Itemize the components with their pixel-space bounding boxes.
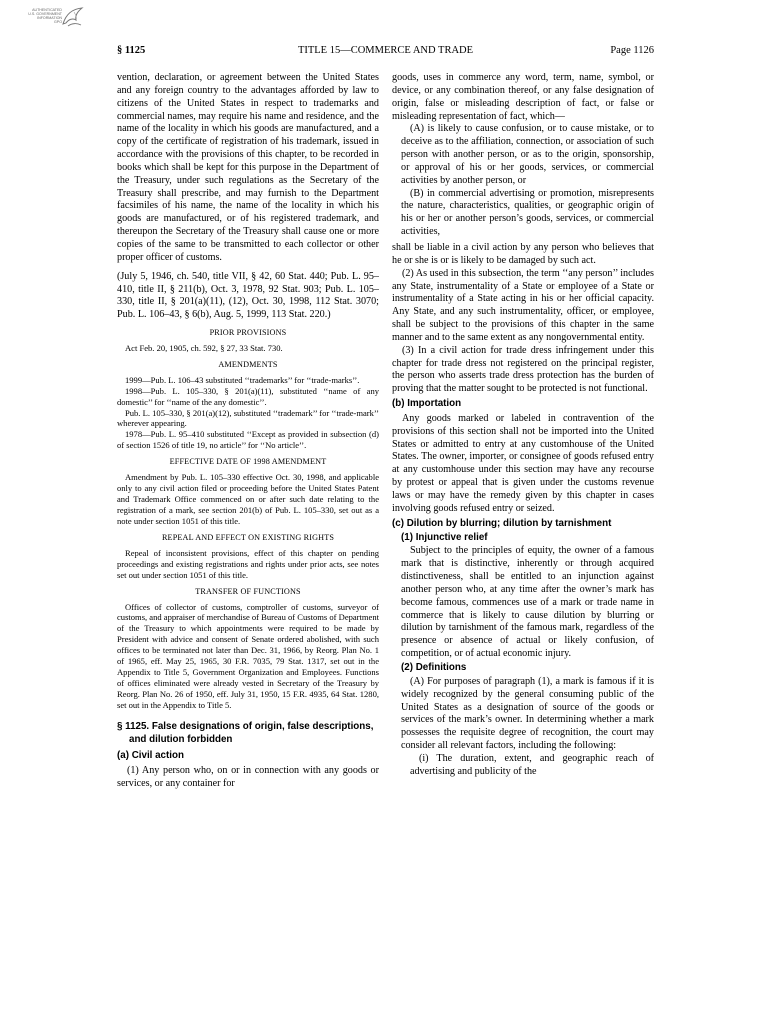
note-text: 1998—Pub. L. 105–330, § 201(a)(11), substituted ‘‘name of any domestic’’ for ‘‘name of the any domestic’’. — [117, 385, 379, 407]
note-heading-effective-date: EFFECTIVE DATE OF 1998 AMENDMENT — [169, 457, 327, 467]
note-text: 1999—Pub. L. 106–43 substituted ‘‘trademarks’’ for ‘‘trade-marks’’. — [125, 374, 360, 385]
note-heading-transfer: TRANSFER OF FUNCTIONS — [195, 586, 301, 596]
note-text: Repeal of inconsistent provisions, effect of this chapter on pending proceedings and existing registrations and rights under prior acts, see notes set out under section 1051 of this title. — [117, 547, 379, 580]
header-title: TITLE 15—COMMERCE AND TRADE — [297, 45, 474, 56]
paragraph: (B) in commercial advertising or promotion, misrepresents the nature, characteristics, qualities, or geographic origin of his or her or another person’s goods, services, or commercial activities, — [401, 187, 654, 238]
paragraph: goods, uses in commerce any word, term, name, symbol, or device, or any combination thereof, or any false designation of origin, false or misleading description of fact, or false or misleading representation of fact, which— — [392, 72, 654, 122]
note-heading-prior-provisions: PRIOR PROVISIONS — [209, 328, 287, 338]
subsection-heading: (c) Dilution by blurring; dilution by tarnishment — [392, 517, 612, 529]
paragraph-heading: (2) Definitions — [401, 661, 467, 673]
seal-line: AUTHENTICATED — [32, 8, 62, 12]
paragraph: Any goods marked or labeled in contravention of the provisions of this section shall not be imported into the United States or admitted to entry at any customhouse of the United States. The owner, importer, or consignee of goods refused entry at any customhouse under this section may have any recourse by protest or appeal that is given under the customs revenue laws or may have the remedy given by this chapter in cases involving goods refused entry or seized. — [392, 412, 654, 514]
paragraph: (2) As used in this subsection, the term ‘‘any person’’ includes any State, instrumentality of a State or employee of a State or instrumentality of a State acting in his or her official capacity. Any State, and any such instrumentality, officer, or employee, shall be subject to the provisions of this chapter in the same manner and to the same extent as any nongovernmental entity. — [392, 267, 654, 343]
note-text: 1978—Pub. L. 95–410 substituted ‘‘Except as provided in subsection (d) of section 1526 of title 19, no article’’ for ‘‘No article’’. — [117, 429, 379, 451]
paragraph-heading: (1) Injunctive relief — [401, 531, 488, 543]
paragraph: (3) In a civil action for trade dress infringement under this chapter for trade dress not registered on the principal register, the person who asserts trade dress protection has the burden of proving that the matter sought to be protected is not functional. — [392, 344, 654, 395]
subsection-heading: (a) Civil action — [117, 750, 184, 762]
paragraph: shall be liable in a civil action by any person who believes that he or she is or is likely to be damaged by such act. — [392, 241, 654, 266]
note-text: Offices of collector of customs, comptroller of customs, surveyor of customs, and appraiser of merchandise of Bureau of Customs of Department of the Treasury to which appointments were required to be made by President with advice and consent of Senate ordered abolished, with such offices to be terminated not later than Dec. 31, 1966, by Reorg. Plan No. 1 of 1965, eff. May 25, 1965, 30 F.R. 7035, 79 Stat. 1317, set out in the Appendix to Title 5, Government Organization and Employees. Functions of offices eliminated were already vested in Secretary of the Treasury by Reorg. Plan No. 26 of 1950, eff. July 31, 1950, 15 F.R. 4935, 64 Stat. 1280, set out in the Appendix to Title 5. — [117, 601, 379, 711]
eagle-seal-icon — [60, 6, 86, 30]
header-section: § 1125 — [117, 45, 146, 56]
seal-line: INFORMATION — [37, 16, 62, 20]
authentication-seal — [10, 6, 90, 30]
note-heading-repeal: REPEAL AND EFFECT ON EXISTING RIGHTS — [161, 532, 335, 542]
note-text: Pub. L. 105–330, § 201(a)(12), substituted ‘‘trademark’’ for ‘‘trade-mark’’ wherever appearing. — [117, 407, 379, 429]
left-column — [117, 72, 379, 791]
paragraph: Subject to the principles of equity, the owner of a famous mark that is distinctive, inherently or through acquired distinctiveness, shall be entitled to an injunction against another person who, at any time after the owner’s mark has become famous, commences use of a mark or trade name in commerce that is likely to cause dilution by blurring or dilution by tarnishment of the famous mark, regardless of the presence or absence of actual or likely confusion, of competition, or of actual economic injury. — [401, 545, 654, 660]
paragraph: (A) For purposes of paragraph (1), a mark is famous if it is widely recognized by the general consuming public of the United States as a designation of source of the goods or services of the mark’s owner. In determining whether a mark possesses the requisite degree of recognition, the court may consider all relevant factors, including the following: — [401, 675, 654, 752]
paragraph: (i) The duration, extent, and geographic reach of advertising and publicity of the — [410, 752, 654, 777]
paragraph: (1) Any person who, on or in connection with any goods or services, or any container for — [117, 764, 379, 789]
note-text: Amendment by Pub. L. 105–330 effective Oct. 30, 1998, and applicable only to any civil action filed or proceeding before the United States Patent and Trademark Office commenced on or after such date relating to the registration of a mark, see section 201(b) of Pub. L. 105–330, set out as a note under section 1051 of this title. — [117, 472, 379, 526]
subsection-heading: (b) Importation — [392, 398, 462, 410]
history-note: (July 5, 1946, ch. 540, title VII, § 42, 60 Stat. 440; Pub. L. 95–410, title II, § 211(b), Oct. 3, 1978, 92 Stat. 903; Pub. L. 105–330, title II, § 201(a)(11), (12), Oct. 30, 1998, 112 Stat. 3070; Pub. L. 106–43, § 6(b), Aug. 5, 1999, 113 Stat. 220.) — [117, 270, 379, 321]
note-heading-amendments: AMENDMENTS — [218, 359, 278, 369]
note-text: Act Feb. 20, 1905, ch. 592, § 27, 33 Stat. 730. — [125, 342, 283, 353]
section-heading: § 1125. False designations of origin, false descriptions, and dilution forbidden — [117, 721, 374, 745]
seal-line: U.S. GOVERNMENT — [28, 12, 62, 16]
right-column — [392, 72, 654, 779]
page-header — [117, 45, 654, 61]
seal-text — [10, 8, 62, 24]
paragraph: (A) is likely to cause confusion, or to cause mistake, or to deceive as to the affiliation, connection, or association of such person with another person, or as to the origin, sponsorship, or approval of his or her goods, services, or commercial activities by another person, or — [401, 123, 654, 186]
paragraph: vention, declaration, or agreement between the United States and any foreign country to the advantages afforded by law to citizens of the United States in respect to trademarks and commercial names, may require his name and residence, and the name of the locality in which his goods are manufactured, and a copy of the certificate of registration of his trademark, issued in accordance with the provisions of this chapter, to be recorded in books which shall be kept for this purpose in the Department of the Treasury, under such regulations as the Secretary of the Treasury shall prescribe, and may furnish to the Department facsimiles of his name, the name of the locality in which his goods are manufactured, or of his registered trademark, and thereupon the Secretary of the Treasury shall cause one or more copies of the same to be transmitted to each collector or other proper officer of customs. — [117, 72, 379, 263]
seal-line: GPO — [54, 20, 62, 24]
header-page-number: Page 1126 — [610, 45, 654, 56]
